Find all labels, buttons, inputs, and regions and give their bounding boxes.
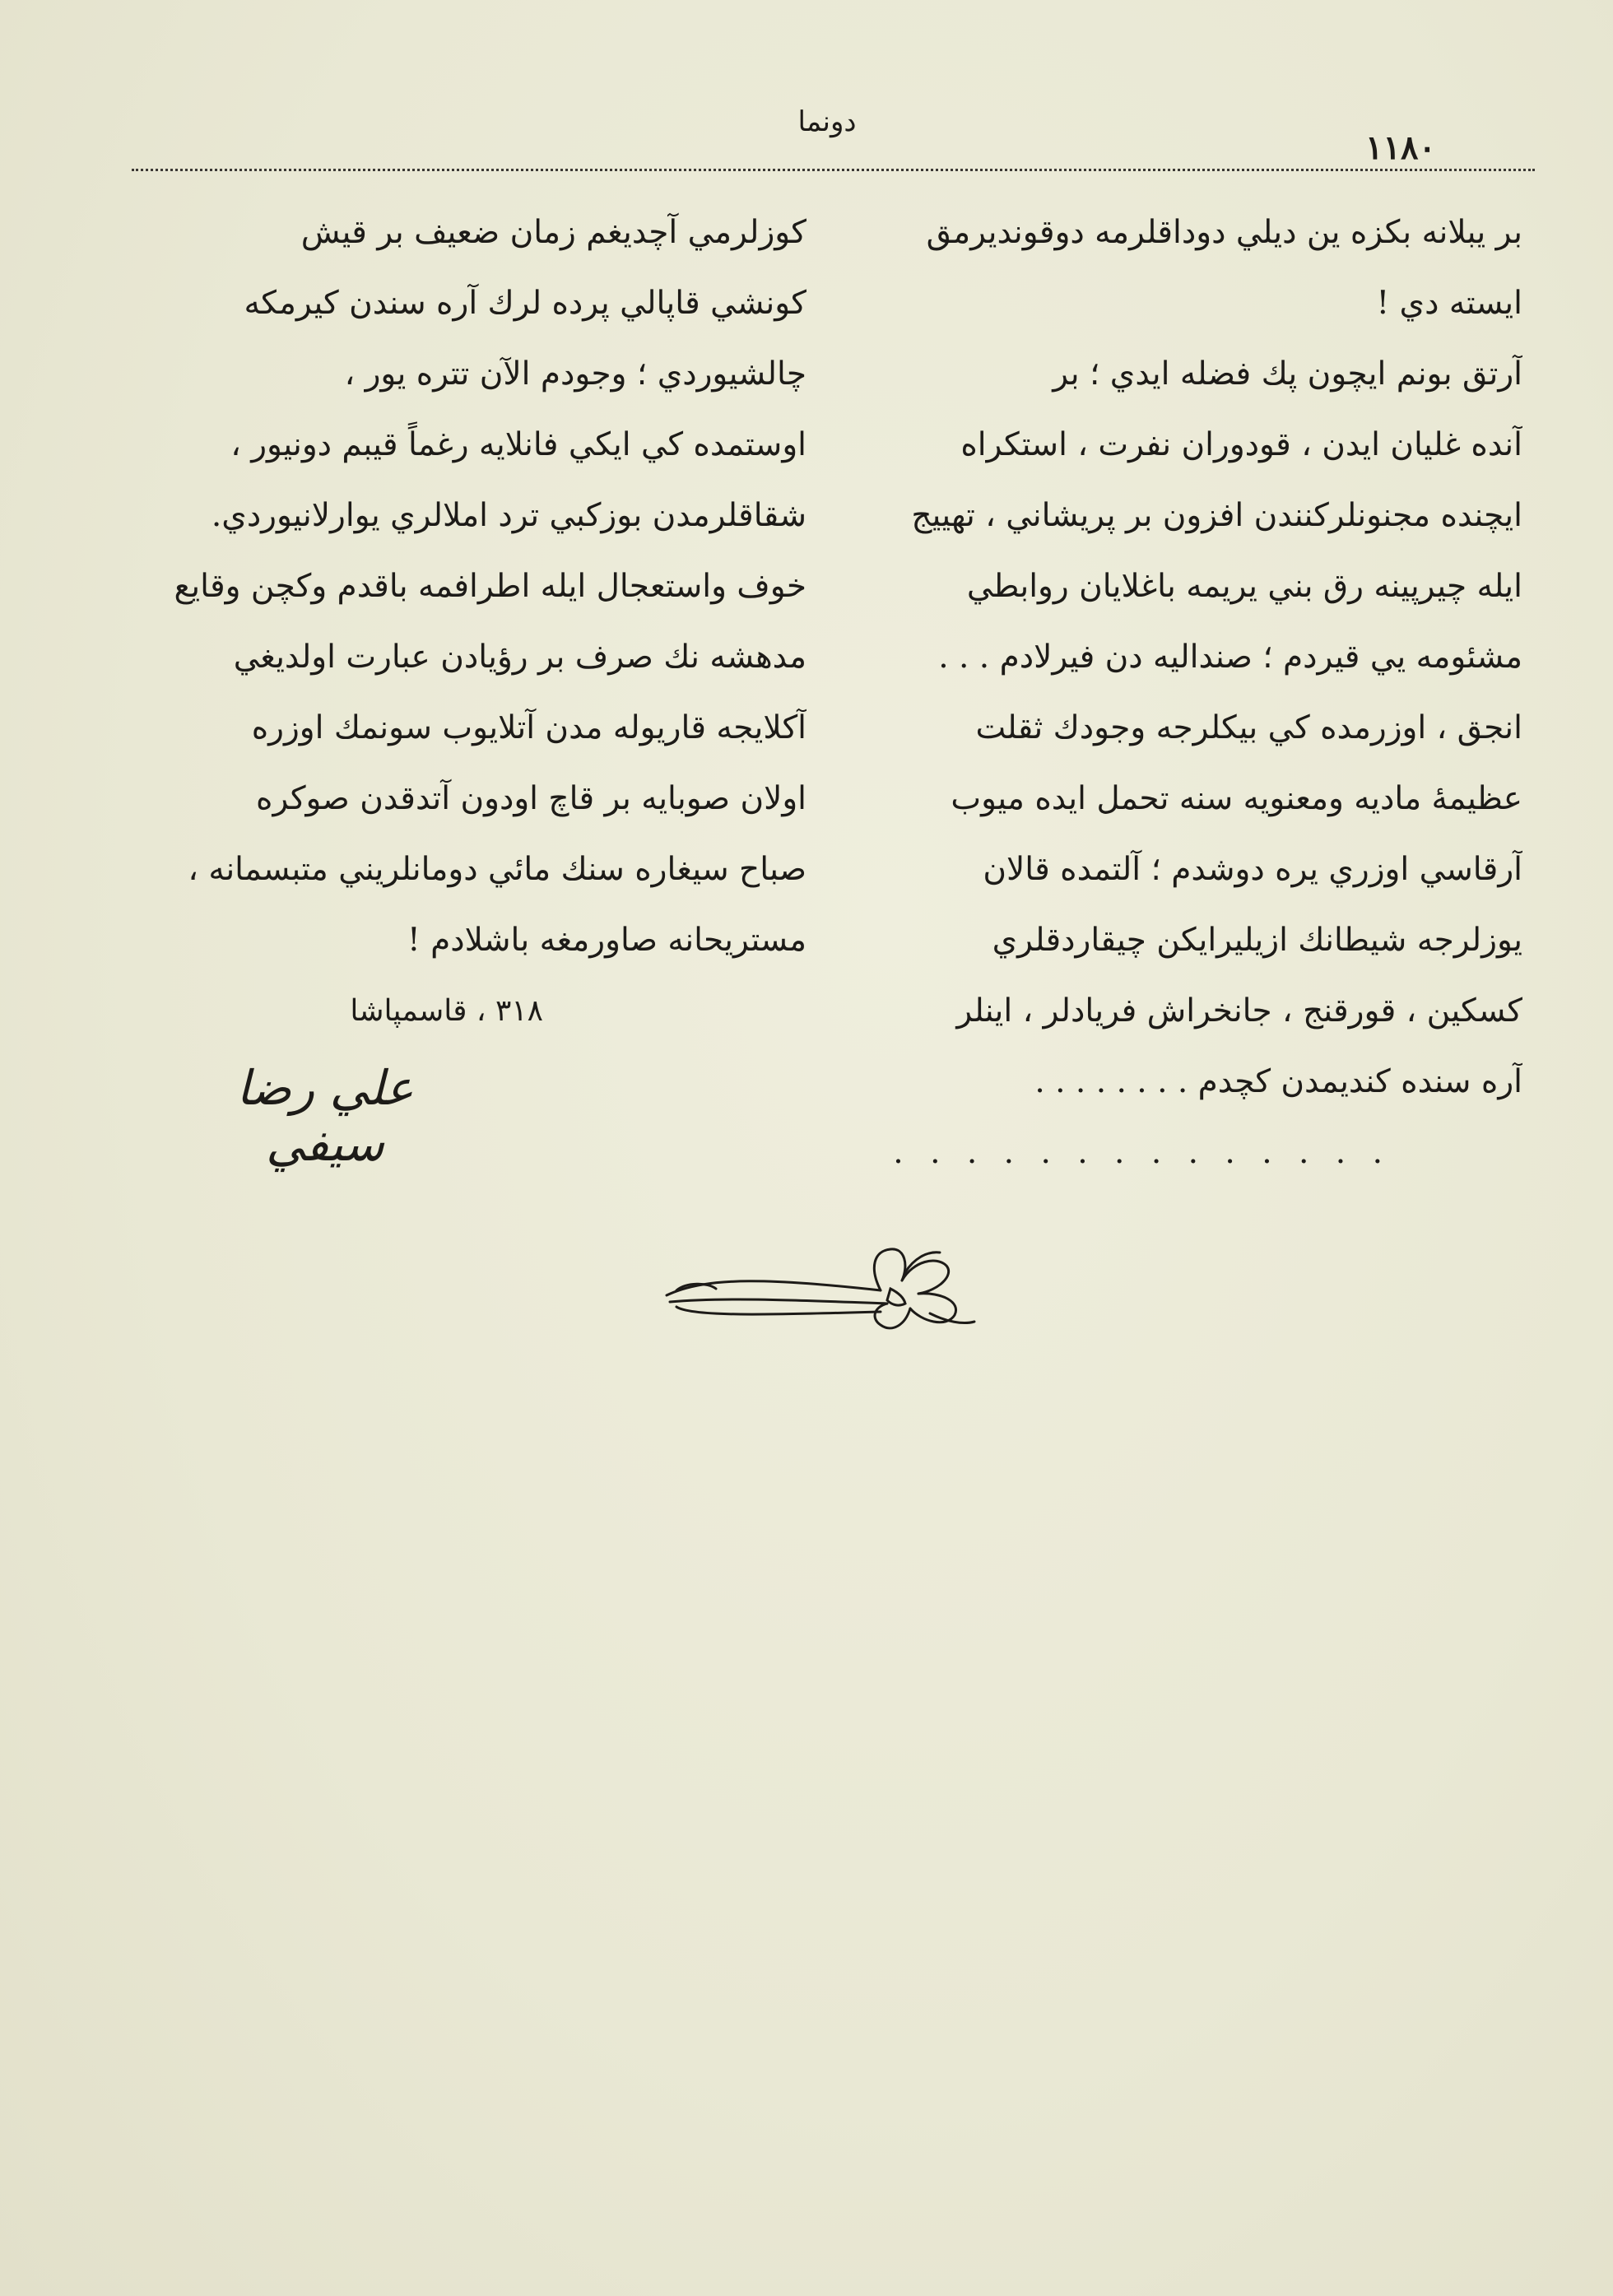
floral-tailpiece-icon [658, 1243, 988, 1341]
text-line: عظيمهٔ ماديه ومعنويه سنه تحمل ايده ميوب [951, 780, 1522, 817]
text-line: كسكين ، قورقنج ، جانخراش فريادلر ، اينلر [956, 992, 1522, 1029]
text-line: آكلايجه قاريوله مدن آتلايوب سونمك اوزره [251, 709, 806, 746]
text-line: مدهشه نك صرف بر رؤيادن عبارت اولديغي [233, 639, 806, 676]
text-line: انجق ، اوزرمده كي بيكلرجه وجودك ثقلت [975, 709, 1522, 746]
right-text-column [864, 198, 1522, 1188]
text-line: يوزلرجه شيطانك ازيليرايكن چيقاردقلري [992, 922, 1522, 959]
text-line: ايله چيرپينه رق بني يريمه باغلايان روابطي [966, 568, 1522, 605]
text-line: كوزلرمي آچديغم زمان ضعيف بر قيش [300, 214, 806, 251]
text-line: چالشيوردي ؛ وجودم الآن تتره يور ، [344, 356, 806, 393]
page-number: ۱۱۸۰ [1365, 128, 1436, 167]
text-line: كونشي قاپالي پرده لرك آره سندن كيرمكه [244, 285, 806, 322]
text-line: مشئومه يي قيردم ؛ صنداليه دن فيرلادم . . . [938, 639, 1522, 676]
text-line: ايچنده مجنونلركنندن افزون بر پريشاني ، تهييج [911, 497, 1522, 534]
text-line: آرقاسي اوزري يره دوشدم ؛ آلتمده قالان [983, 851, 1522, 888]
text-line: آنده غليان ايدن ، قودوران نفرت ، استكراه [960, 426, 1522, 463]
text-line: خوف واستعجال ايله اطرافمه باقدم وكچن وقايع [174, 568, 806, 605]
text-line: اولان صوبايه بر قاچ اودون آتدقدن صوكره [256, 780, 806, 817]
header-rule [132, 169, 1535, 171]
text-line: اوستمده كي ايكي فانلايه رغماً قيبم دونيور ، [230, 426, 806, 463]
text-line: آره سنده كنديمدن كچدم . . . . . . . . [1034, 1063, 1522, 1100]
ellipsis-line: . . . . . . . . . . . . . . [893, 1134, 1391, 1171]
text-line: آرتق بونم ايچون پك فضله ايدي ؛ بر [1053, 356, 1522, 393]
author-signature: علي رضا سيفي [236, 1060, 414, 1172]
running-title: دونما [797, 105, 857, 138]
text-line: شقاقلرمدن بوزكبي ترد املالري يوارلانيوردي. [211, 497, 806, 534]
text-line: صباح سيغاره سنك مائي دومانلريني متبسمانه ، [188, 851, 806, 888]
left-text-column [148, 198, 806, 1047]
text-line: بر يبلانه بكزه ين ديلي دوداقلرمه دوقونديرمق [926, 214, 1522, 251]
text-line: ايسته دي ! [1376, 285, 1522, 322]
text-line: مستريحانه صاورمغه باشلادم ! [407, 922, 806, 959]
dateline: ۳۱۸ ، قاسمپاشا [350, 994, 543, 1028]
